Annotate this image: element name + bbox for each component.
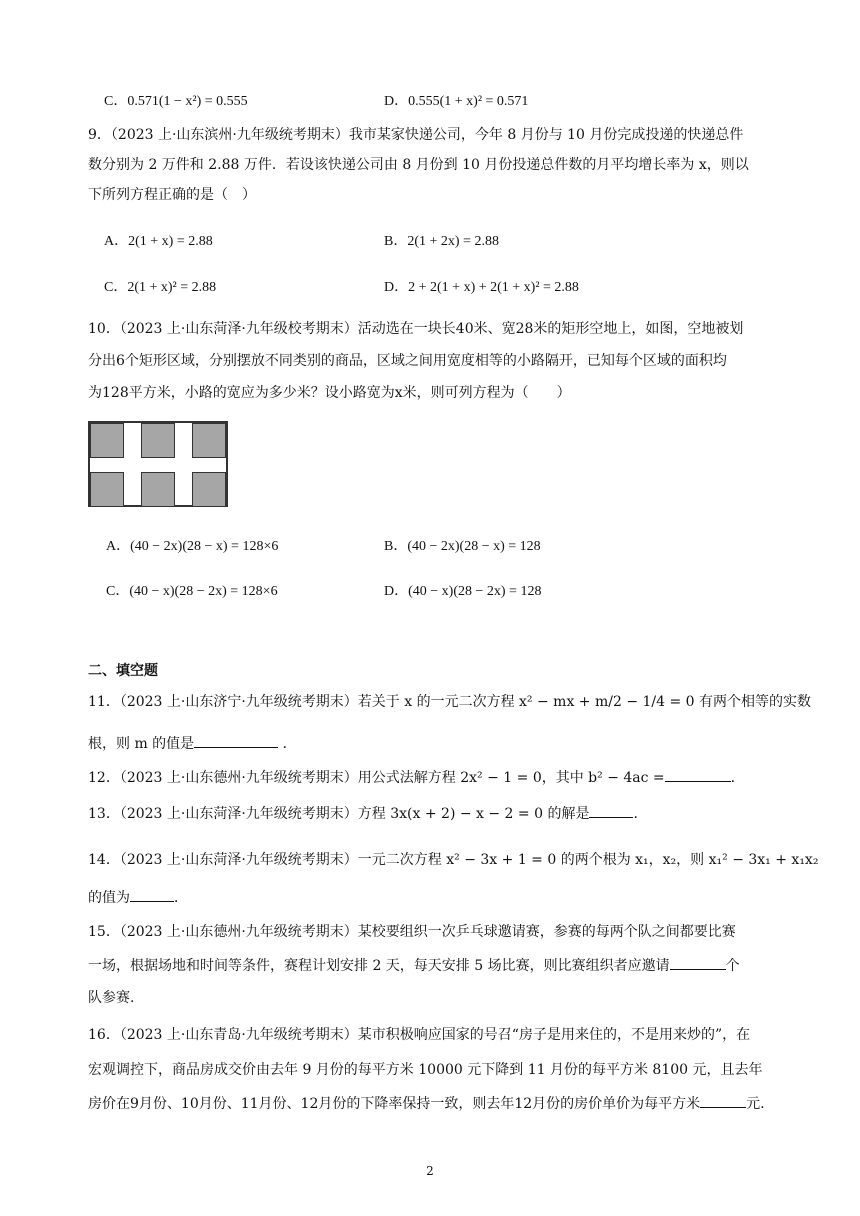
q10-line-2: 分出6个矩形区域，分别摆放不同类别的商品，区域之间用宽度相等的小路隔开，已知每个区域的面积均: [88, 353, 727, 369]
q16-line-1: 16．（2023 上·山东青岛·九年级统考期末）某市积极响应国家的号召“房子是用来住的，不是用来炒的”，在: [88, 1027, 751, 1043]
field-region: [192, 423, 226, 458]
q10-option-a: A．(40 − 2x)(28 − x) = 128×6: [106, 539, 279, 554]
q13-line: [88, 803, 788, 824]
answer-blank[interactable]: [665, 767, 731, 782]
q10-line-1: 10．（2023 上·山东菏泽·九年级校考期末）活动选在一块长40米、宽28米的矩形空地上，如图，空地被划: [88, 321, 744, 337]
q9-option-d: D．2 + 2(1 + x) + 2(1 + x)² = 2.88: [384, 280, 579, 295]
q9-line-1: 9．（2023 上·山东滨州·九年级统考期末）我市某家快递公司，今年 8 月份与 10 月份完成投递的快递总件: [88, 127, 744, 143]
q10-option-d: D．(40 − x)(28 − 2x) = 128: [384, 584, 542, 599]
q12-line: [88, 767, 788, 788]
field-region: [141, 472, 175, 507]
field-region: [192, 472, 226, 507]
q14-line-1: 14．（2023 上·山东菏泽·九年级统考期末）一元二次方程 x² − 3x + 1 = 0 的两个根为 x₁，x₂，则 x₁² − 3x₁ + x₁x₂: [88, 852, 819, 868]
q15-end: 个: [725, 958, 740, 974]
q16-text: 房价在9月份、10月份、11月份、12月份的下降率保持一致，则去年12月份的房价单价为每平方米: [88, 1096, 701, 1112]
q14-text: 的值为: [88, 890, 130, 906]
answer-blank[interactable]: [670, 955, 726, 970]
section-heading: 二、填空题: [88, 663, 158, 679]
page-number: 2: [426, 1164, 434, 1178]
q10-line-3: 为128平方米，小路的宽应为多少米？设小路宽为x米，则可列方程为（ ）: [88, 385, 571, 401]
answer-blank[interactable]: [130, 887, 174, 902]
q16-line-3: [88, 1093, 788, 1114]
answer-blank[interactable]: [589, 803, 633, 818]
q13-text: 13．（2023 上·山东菏泽·九年级统考期末）方程 3x(x + 2) − x − 2 = 0 的解是: [88, 806, 590, 822]
q8-option-c: C．0.571(1 − x²) = 0.555: [104, 94, 248, 109]
q9-option-a: A．2(1 + x) = 2.88: [104, 234, 213, 249]
q11-line-1: 11．（2023 上·山东济宁·九年级统考期末）若关于 x 的一元二次方程 x² − mx + m/2 − 1/4 = 0 有两个相等的实数: [88, 694, 812, 710]
q14-line-2: [88, 887, 788, 908]
answer-blank[interactable]: [700, 1093, 746, 1108]
q16-end: 元.: [746, 1096, 765, 1112]
q10-option-b: B．(40 − 2x)(28 − x) = 128: [384, 539, 541, 554]
q16-line-2: 宏观调控下，商品房成交价由去年 9 月份的每平方米 10000 元下降到 11 月份的每平方米 8100 元，且去年: [88, 1062, 763, 1078]
q9-option-b: B．2(1 + 2x) = 2.88: [384, 234, 499, 249]
q9-option-c: C．2(1 + x)² = 2.88: [104, 280, 217, 295]
q11-line-2: [88, 733, 788, 754]
q9-line-3: 下所列方程正确的是（ ）: [88, 187, 256, 203]
q11-end: ．: [278, 736, 297, 752]
q12-text: 12．（2023 上·山东德州·九年级统考期末）用公式法解方程 2x² − 1 = 0，其中 b² − 4ac =: [88, 770, 665, 786]
q15-text: 一场，根据场地和时间等条件，赛程计划安排 2 天，每天安排 5 场比赛，则比赛组织者应邀请: [88, 958, 670, 974]
q15-line-1: 15．（2023 上·山东德州·九年级统考期末）某校要组织一次乒乓球邀请赛，参赛的每两个队之间都要比赛: [88, 924, 736, 940]
field-region: [90, 472, 124, 507]
field-diagram: [88, 421, 228, 507]
q11-text: 根，则 m 的值是: [88, 736, 195, 752]
q8-option-d: D．0.555(1 + x)² = 0.571: [384, 94, 529, 109]
q10-option-c: C．(40 − x)(28 − 2x) = 128×6: [106, 584, 278, 599]
field-region: [141, 423, 175, 458]
q12-end: ．: [730, 770, 745, 786]
q15-line-3: 队参赛.: [88, 990, 135, 1006]
field-region: [90, 423, 124, 458]
q15-line-2: [88, 955, 788, 976]
q9-line-2: 数分别为 2 万件和 2.88 万件．若设该快递公司由 8 月份到 10 月份投递总件数的月平均增长率为 x，则以: [88, 157, 749, 173]
q14-end: ．: [174, 890, 188, 906]
q13-end: ．: [633, 806, 648, 822]
answer-blank[interactable]: [194, 733, 278, 748]
